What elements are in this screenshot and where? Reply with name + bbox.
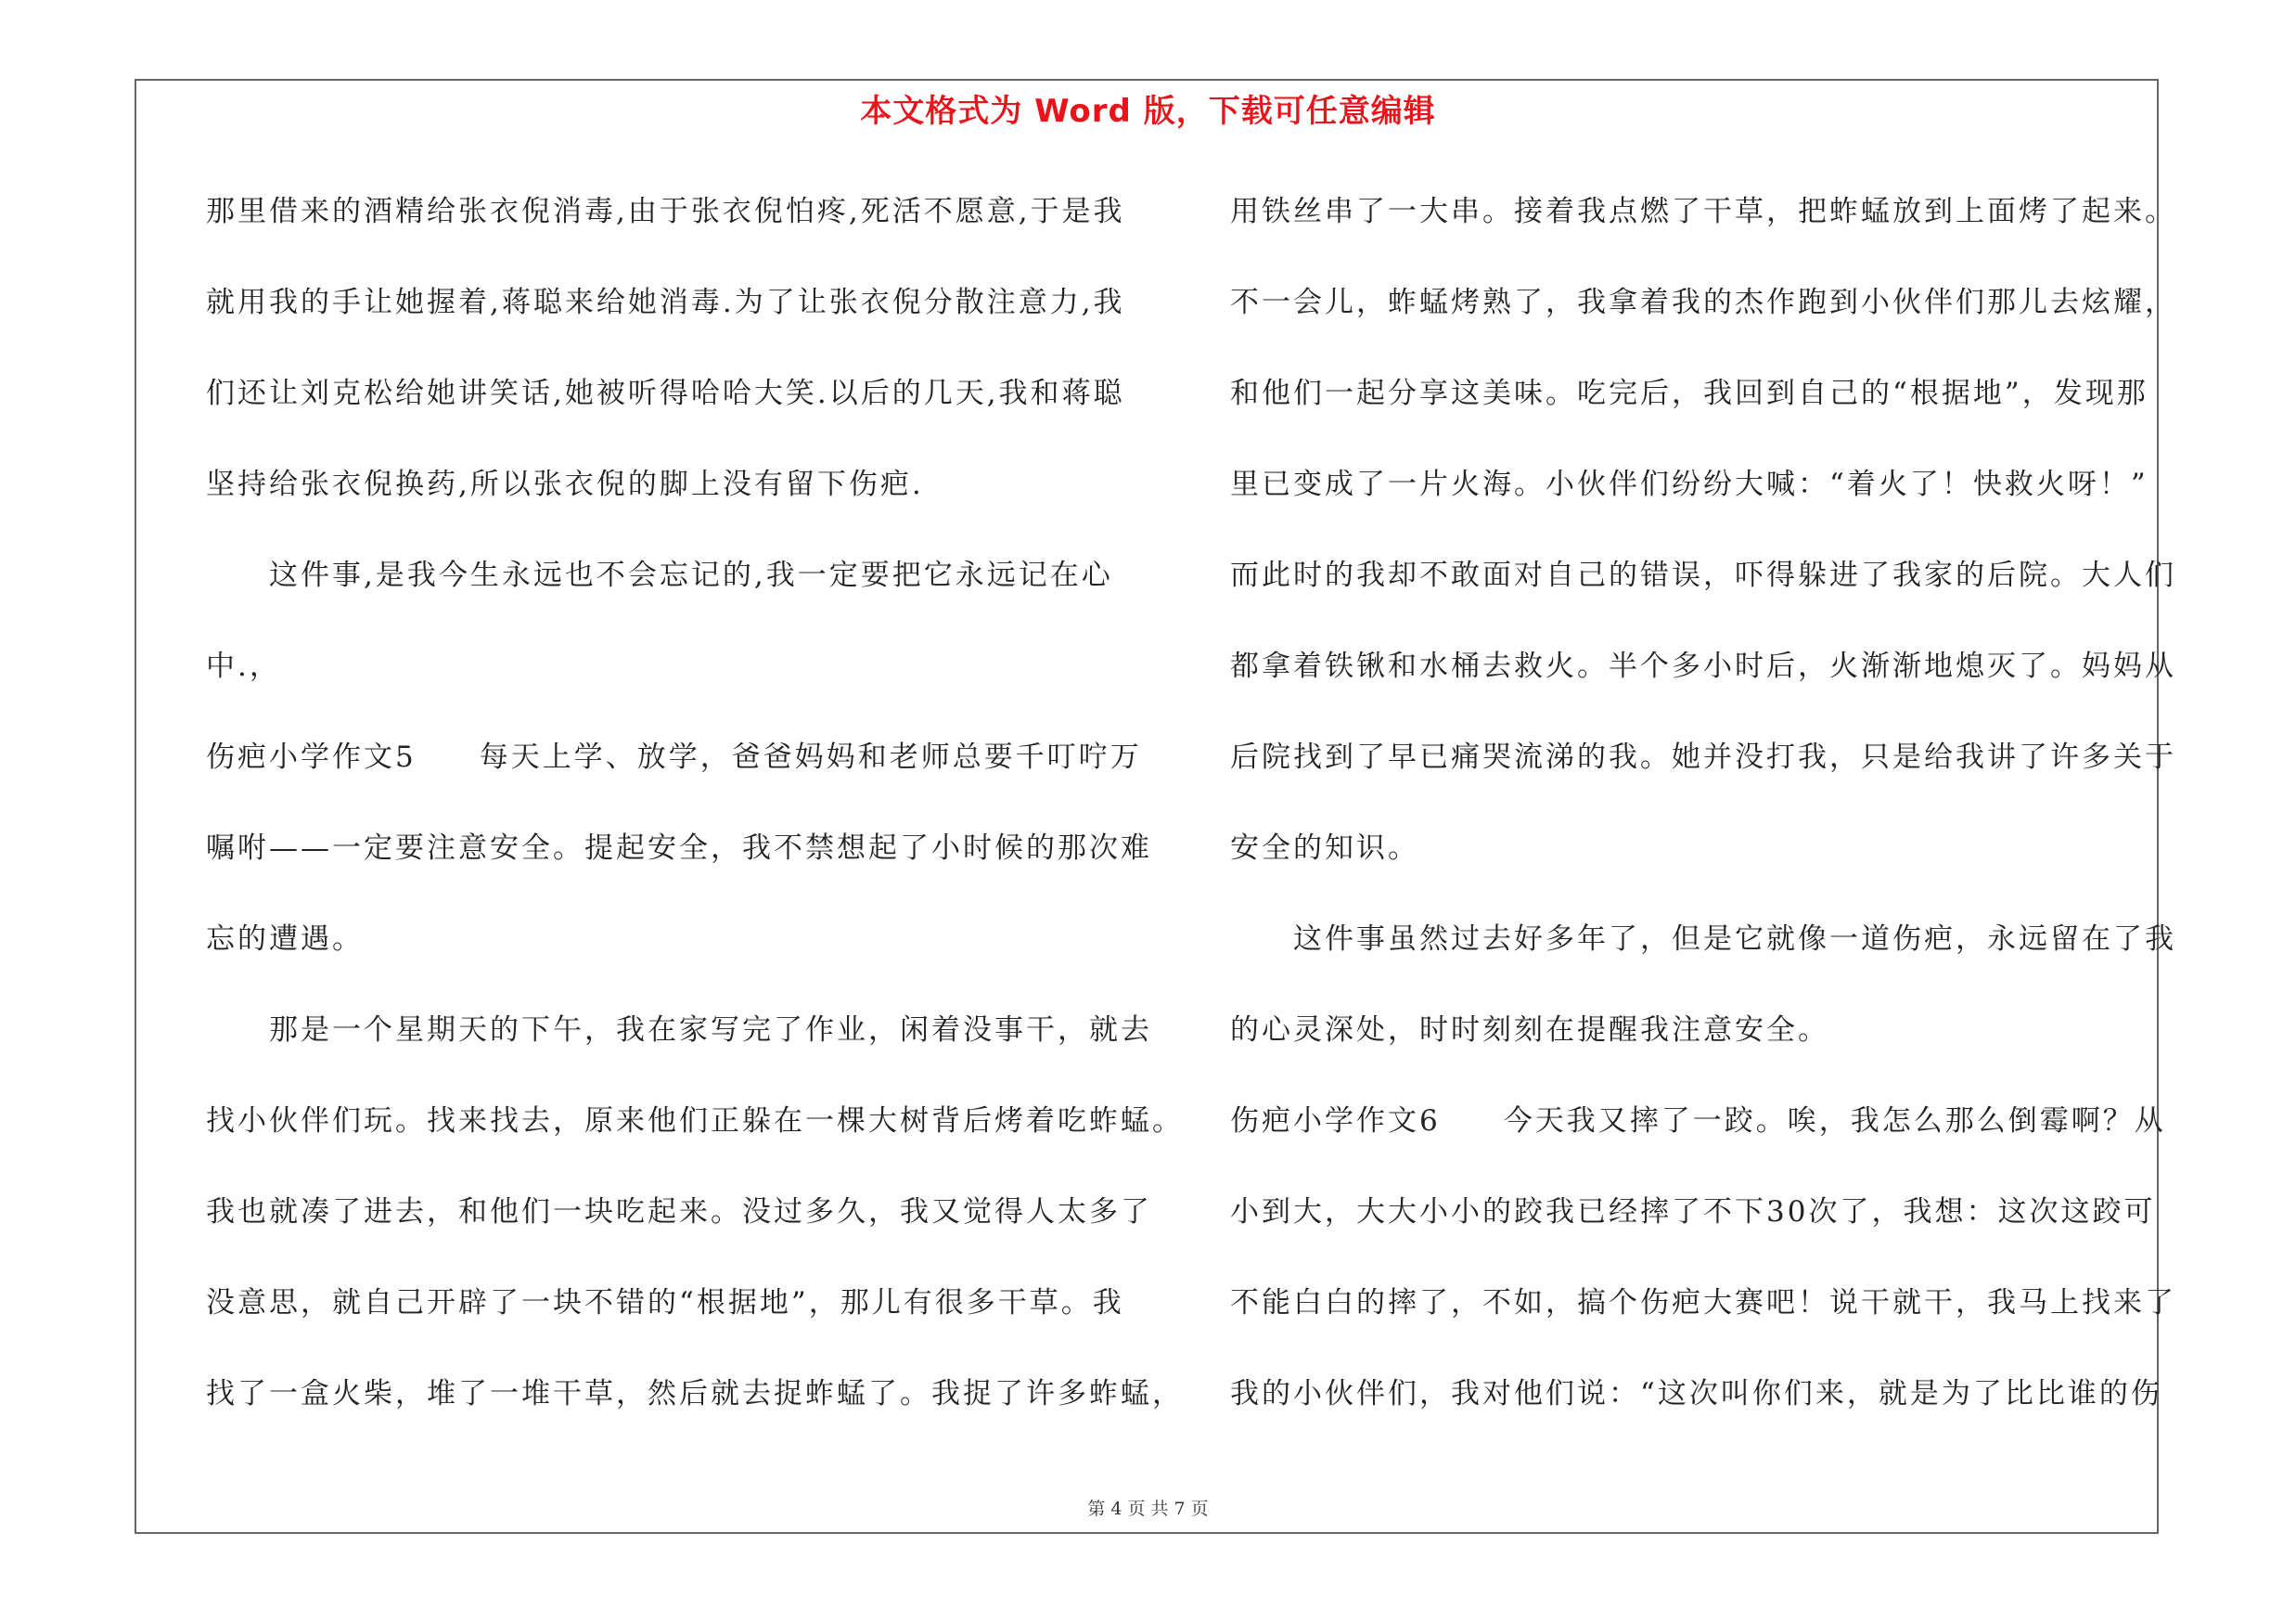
text-line: 不能白白的摔了，不如，搞个伤疤大赛吧！说干就干，我马上找来了: [1230, 1286, 2176, 1320]
text-line: 坚持给张衣倪换药,所以张衣倪的脚上没有留下伤疤.: [206, 468, 924, 501]
text-line: 和他们一起分享这美味。吃完后，我回到自己的“根据地”，发现那: [1230, 377, 2148, 410]
text-line: 就用我的手让她握着,蒋聪来给她消毒.为了让张衣倪分散注意力,我: [206, 286, 1125, 319]
text-line: 小到大，大大小小的跤我已经摔了不下30次了，我想：这次这跤可: [1230, 1195, 2156, 1229]
text-line: 用铁丝串了一大串。接着我点燃了干草，把蚱蜢放到上面烤了起来。: [1230, 195, 2176, 228]
text-line: 找了一盒火柴，堆了一堆干草，然后就去捉蚱蜢了。我捉了许多蚱蜢，: [206, 1377, 1184, 1410]
text-line: 我也就凑了进去，和他们一块吃起来。没过多久，我又觉得人太多了: [206, 1195, 1152, 1229]
text-line: 没意思，就自己开辟了一块不错的“根据地”，那儿有很多干草。我: [206, 1286, 1124, 1320]
text-line: 那是一个星期天的下午，我在家写完了作业，闲着没事干，就去: [206, 1013, 1152, 1047]
text-line: 这件事,是我今生永远也不会忘记的,我一定要把它永远记在心: [206, 559, 1113, 592]
text-line: 里已变成了一片火海。小伙伴们纷纷大喊：“着火了！快救火呀！”: [1230, 468, 2148, 501]
text-line: 找小伙伴们玩。找来找去，原来他们正躲在一棵大树背后烤着吃蚱蜢。: [206, 1104, 1184, 1138]
text-line: 安全的知识。: [1230, 831, 1419, 865]
text-line: 都拿着铁锹和水桶去救火。半个多小时后，火渐渐地熄灭了。妈妈从: [1230, 650, 2176, 683]
text-line: 们还让刘克松给她讲笑话,她被听得哈哈大笑.以后的几天,我和蒋聪: [206, 377, 1125, 410]
text-line: 后院找到了早已痛哭流涕的我。她并没打我，只是给我讲了许多关于: [1230, 741, 2176, 774]
text-line: 中.，: [206, 650, 281, 683]
text-line: 嘱咐——一定要注意安全。提起安全，我不禁想起了小时候的那次难: [206, 831, 1152, 865]
text-line: 那里借来的酒精给张衣倪消毒,由于张衣倪怕疼,死活不愿意,于是我: [206, 195, 1125, 228]
text-line: 忘的遭遇。: [206, 922, 364, 956]
page-number-footer: 第 4 页 共 7 页: [1087, 1499, 1209, 1519]
right-text-column: [1230, 181, 2176, 1454]
text-line: 不一会儿，蚱蜢烤熟了，我拿着我的杰作跑到小伙伴们那儿去炫耀，: [1230, 286, 2176, 319]
text-line: 伤疤小学作文6 今天我又摔了一跤。唉，我怎么那么倒霉啊？从: [1230, 1104, 2166, 1138]
text-line: 而此时的我却不敢面对自己的错误，吓得躲进了我家的后院。大人们: [1230, 559, 2176, 592]
text-line: 我的小伙伴们，我对他们说：“这次叫你们来，就是为了比比谁的伤: [1230, 1377, 2162, 1410]
text-line: 伤疤小学作文5 每天上学、放学，爸爸妈妈和老师总要千叮咛万: [206, 741, 1142, 774]
left-text-column: [206, 181, 1184, 1454]
document-header-title: 本文格式为 Word 版，下载可任意编辑: [860, 93, 1436, 130]
text-line: 这件事虽然过去好多年了，但是它就像一道伤疤，永远留在了我: [1230, 922, 2176, 956]
text-line: 的心灵深处，时时刻刻在提醒我注意安全。: [1230, 1013, 1829, 1047]
